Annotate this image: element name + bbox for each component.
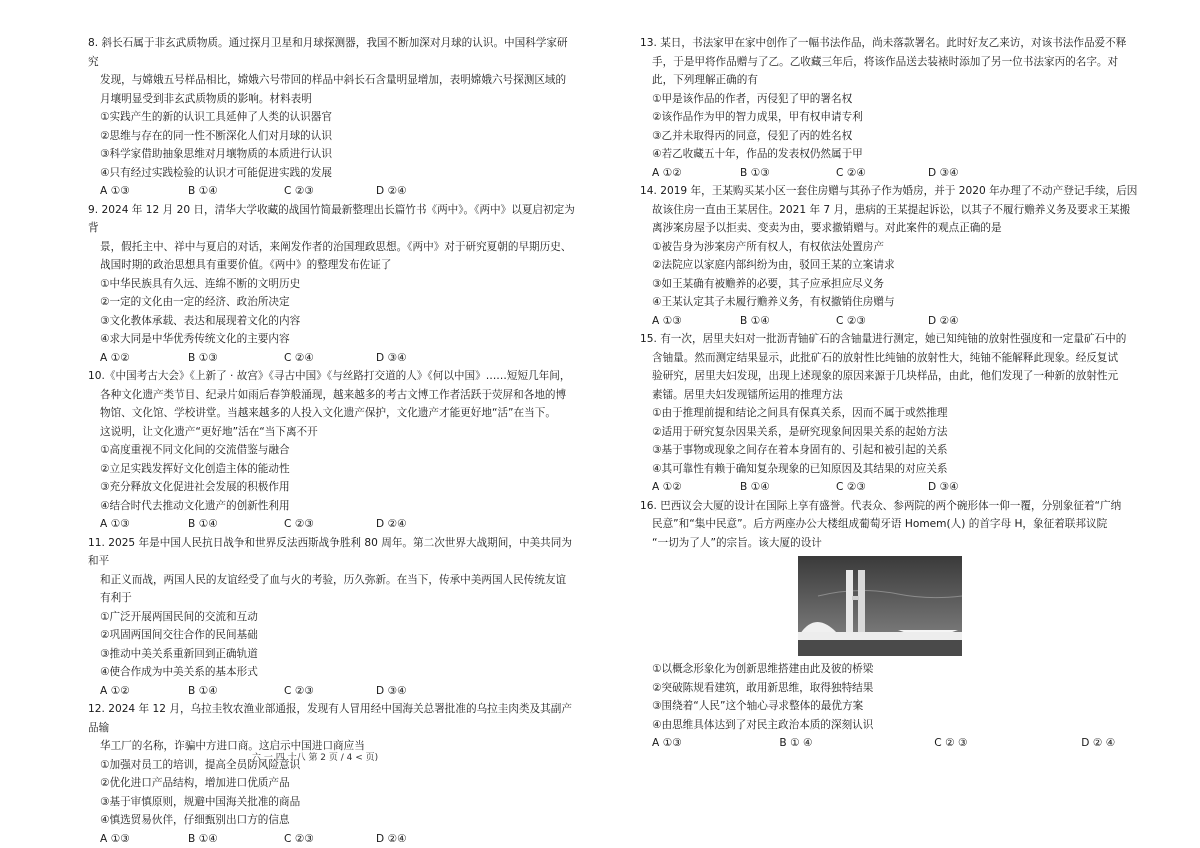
stem-line: 8. 斜长石属于非玄武质物质。通过探月卫星和月球探测器，我国不断加深对月球的认识。中国科学家研究 xyxy=(88,37,568,68)
stem-line: 这说明，让文化遗产“更好地”活在“当下离不开 xyxy=(100,425,318,438)
option-1: ①广泛开展两国民间的交流和互动 xyxy=(100,610,258,623)
answer-c: C ②③ xyxy=(836,314,866,327)
stem-line: 此，下列理解正确的有 xyxy=(652,74,758,86)
option-1: ①被告身为涉案房产所有权人，有权依法处置房产 xyxy=(652,240,884,253)
answer-c: C ②③ xyxy=(836,481,866,493)
option-2: ②思维与存在的同一性不断深化人们对月球的认识 xyxy=(100,129,332,142)
question-11 xyxy=(88,534,576,701)
option-2: ②一定的文化由一定的经济、政治所决定 xyxy=(100,296,290,308)
stem-line: 战国时期的政治思想具有重要价值。《两中》的整理发布佐证了 xyxy=(100,259,392,271)
option-3: ③围绕着“人民”这个轴心寻求整体的最优方案 xyxy=(652,700,864,712)
answer-d: D ②④ xyxy=(376,518,407,530)
option-3: ③文化教体承载、表达和展现着文化的内容 xyxy=(100,314,301,327)
stem-line: 手，于是甲将作品赠与了乙。乙收藏三年后，将该作品送去装裱时添加了另一位书法家丙的名字。对 xyxy=(652,55,1119,68)
answer-d: D ②④ xyxy=(376,185,407,197)
option-2: ②适用于研究复杂因果关系，是研究现象间因果关系的起始方法 xyxy=(652,425,948,438)
question-stem xyxy=(640,34,1140,90)
left-column xyxy=(88,34,576,848)
stem-line: 华工厂的名称，诈骗中方进口商。这启示中国进口商应当 xyxy=(100,740,365,752)
stem-line: 13. 某日，书法家甲在家中创作了一幅书法作品，尚未落款署名。此时好友乙来访，对该书法作品爱不释 xyxy=(640,37,1127,49)
stem-line: 12. 2024 年 12 月，乌拉圭牧农渔业部通报，发现有人冒用经中国海关总署批准的乌拉圭肉类及其副产品输 xyxy=(88,703,572,734)
question-stem xyxy=(88,700,576,756)
answer-a: A ①② xyxy=(100,684,130,697)
option-4: ④由思维具体达到了对民主政治本质的深刻认识 xyxy=(652,718,874,731)
stem-line: 景，假托主中、祥中与夏启的对话，来阐发作者的治国理政思想。《两中》对于研究夏朝的早期历史、 xyxy=(100,240,572,253)
answer-choices xyxy=(88,349,576,368)
answer-choices xyxy=(640,164,1140,183)
answer-b: B ①④ xyxy=(740,481,770,493)
answer-choices xyxy=(640,734,1140,753)
stem-line: 故该住房一直由王某居住。2021 年 7 月，患病的王某提起诉讼，以其子不履行赡养义务及要求王某搬 xyxy=(652,203,1131,216)
stem-line: 15. 有一次，居里夫妇对一批沥青铀矿石的含铀量进行测定，她已知纯铀的放射性强度和一定量矿石中的 xyxy=(640,333,1127,345)
option-2: ②巩固两国间交往合作的民间基础 xyxy=(100,629,258,641)
option-4: ④慎选贸易伙伴，仔细甄别出口方的信息 xyxy=(100,814,290,826)
option-2: ②法院应以家庭内部纠纷为由，驳回王某的立案请求 xyxy=(652,259,895,271)
answer-d: D ③④ xyxy=(928,481,959,493)
answer-a: A ①② xyxy=(652,481,682,493)
option-4: ④若乙收藏五十年，作品的发表权仍然属于甲 xyxy=(652,148,863,160)
answer-b: B ①③ xyxy=(188,351,218,364)
option-1: ①实践产生的新的认识工具延伸了人类的认识器官 xyxy=(100,111,332,123)
question-9 xyxy=(88,201,576,368)
answer-c: C ②③ xyxy=(284,518,314,530)
stem-line: 11. 2025 年是中国人民抗日战争和世界反法西斯战争胜利 80 周年。第二次世界大战期间，中美共同为和平 xyxy=(88,536,572,567)
option-1: ①高度重视不同文化间的交流借鉴与融合 xyxy=(100,444,290,456)
option-2: ②优化进口产品结构，增加进口优质产品 xyxy=(100,777,290,789)
answer-choices xyxy=(640,478,1140,497)
answer-d: D ②④ xyxy=(928,314,959,327)
answer-a: A ①③ xyxy=(652,737,682,749)
option-2: ②突破陈规看建筑，敢用新思维，取得独特结果 xyxy=(652,681,874,694)
option-1: ①甲是该作品的作者，丙侵犯了甲的署名权 xyxy=(652,92,853,105)
answer-c: C ②③ xyxy=(284,185,314,197)
stem-line: 有利于 xyxy=(100,592,132,604)
option-4: ④求大同是中华优秀传统文化的主要内容 xyxy=(100,333,290,345)
answer-b: B ①③ xyxy=(740,166,770,179)
option-1: ①加强对员工的培训，提高全员防风险意识 xyxy=(100,758,301,771)
stem-line: 各种文化遗产类节目、纪录片如雨后春笋般涌现，越来越多的考古文博工作者活跃于荧屏和各地的博 xyxy=(100,388,567,401)
question-stem xyxy=(88,367,576,441)
answer-d: D ②④ xyxy=(376,832,407,845)
stem-line: 含铀量。然而测定结果显示，此批矿石的放射性比纯铀的放射性大，纯铀不能解释此现象。经反复试 xyxy=(652,351,1119,364)
stem-line: 10.《中国考古大会》《上新了 · 故宫》《寻古中国》《与丝路打交道的人》《何以中国》……短短几年间， xyxy=(88,370,571,382)
option-3: ③推动中美关系重新回到正确轨道 xyxy=(100,647,258,660)
answer-d: D ③④ xyxy=(928,166,959,179)
question-8 xyxy=(88,34,576,201)
answer-choices xyxy=(640,312,1140,331)
question-stem xyxy=(88,534,576,608)
question-14 xyxy=(640,182,1140,330)
stem-line: 月壤明显受到非玄武质物质的影响。材料表明 xyxy=(100,92,312,105)
stem-line: 发现，与嫦娥五号样品相比，嫦娥六号带回的样品中斜长石含量明显增加，表明嫦娥六号探测区域的 xyxy=(100,74,567,86)
answer-choices xyxy=(88,682,576,701)
answer-a: A ①② xyxy=(100,351,130,364)
question-15 xyxy=(640,330,1140,497)
question-stem xyxy=(640,182,1140,238)
right-column xyxy=(640,34,1140,753)
answer-c: C ②③ xyxy=(284,684,314,697)
answer-c: C ②④ xyxy=(284,351,314,364)
page-footer: 六 一 四 十八 第 2 页 / 4 < 页) xyxy=(252,753,379,763)
answer-choices xyxy=(88,830,576,848)
answer-a: A ①② xyxy=(652,166,682,179)
stem-line: 14. 2019 年，王某购买某小区一套住房赠与其孙子作为婚房，并于 2020 年办理了不动产登记手续，后因 xyxy=(640,185,1138,197)
question-13 xyxy=(640,34,1140,182)
question-12 xyxy=(88,700,576,848)
answer-b: B ①④ xyxy=(740,314,770,327)
option-4: ④结合时代去推动文化遗产的创新性利用 xyxy=(100,499,290,512)
option-3: ③充分释放文化促进社会发展的积极作用 xyxy=(100,481,290,493)
option-1: ①以概念形象化为创新思维搭建由此及彼的桥梁 xyxy=(652,663,874,675)
option-1: ①由于推理前提和结论之间具有保真关系，因而不属于或然推理 xyxy=(652,407,948,419)
stem-line: 民意”和“集中民意”。后方两座办公大楼组成葡萄牙语 Homem(人) 的首字母 H，象征着联邦议院 xyxy=(652,518,1108,530)
answer-d: D ③④ xyxy=(376,351,407,364)
option-4: ④使合作成为中美关系的基本形式 xyxy=(100,666,258,678)
question-stem xyxy=(640,330,1140,404)
answer-c: C ② ③ xyxy=(934,737,968,749)
answer-choices xyxy=(88,182,576,201)
option-1: ①中华民族具有久远、连绵不断的文明历史 xyxy=(100,277,301,290)
answer-a: A ①③ xyxy=(100,832,130,845)
option-3: ③基于事物或现象之间存在着本身固有的、引起和被引起的关系 xyxy=(652,444,948,456)
stem-line: 和正义而战，两国人民的友谊经受了血与火的考验，历久弥新。在当下，传承中美两国人民传统友谊 xyxy=(100,573,567,586)
stem-line: “一切为了人”的宗旨。该大厦的设计 xyxy=(652,536,822,549)
question-stem xyxy=(88,34,576,108)
option-4: ④只有经过实践检验的认识才可能促进实践的发展 xyxy=(100,166,332,179)
question-16 xyxy=(640,497,1140,753)
brazil-national-congress-photo xyxy=(798,556,962,656)
stem-line: 素镭。居里夫妇发现镭所运用的推理方法 xyxy=(652,388,843,401)
answer-d: D ② ④ xyxy=(1081,737,1116,749)
answer-c: C ②④ xyxy=(836,166,866,179)
stem-line: 验研究，居里夫妇发现，出现上述现象的原因来源于几块样品，由此，他们发现了一种新的放射性元 xyxy=(652,370,1119,382)
stem-line: 离涉案房屋予以拒卖、变卖为由，要求撤销赠与。对此案件的观点正确的是 xyxy=(652,222,1002,234)
question-stem xyxy=(640,497,1140,553)
option-3: ③科学家借助抽象思维对月壤物质的本质进行认识 xyxy=(100,148,332,160)
answer-b: B ①④ xyxy=(188,832,218,845)
stem-line: 16. 巴西议会大厦的设计在国际上享有盛誉。代表众、参两院的两个碗形体一仰一覆，分别象征着“广纳 xyxy=(640,499,1122,512)
question-10 xyxy=(88,367,576,534)
answer-a: A ①③ xyxy=(652,314,682,327)
stem-line: 9. 2024 年 12 月 20 日，清华大学收藏的战国竹简最新整理出长篇竹书《两中》。《两中》以夏启初定为背 xyxy=(88,203,575,234)
answer-a: A ①③ xyxy=(100,185,130,197)
answer-d: D ③④ xyxy=(376,684,407,697)
option-4: ④王某认定其子未履行赡养义务，有权撤销住房赠与 xyxy=(652,296,895,308)
option-3: ③基于审慎原则，规避中国海关批准的商品 xyxy=(100,795,301,808)
answer-b: B ①④ xyxy=(188,185,218,197)
option-2: ②立足实践发挥好文化创造主体的能动性 xyxy=(100,462,290,475)
answer-choices xyxy=(88,515,576,534)
answer-b: B ①④ xyxy=(188,684,218,697)
answer-c: C ②③ xyxy=(284,832,314,845)
option-4: ④其可靠性有赖于确知复杂现象的已知原因及其结果的对应关系 xyxy=(652,462,948,475)
answer-b: B ①④ xyxy=(188,518,218,530)
option-3: ③乙并未取得丙的同意，侵犯了丙的姓名权 xyxy=(652,129,853,142)
answer-b: B ① ④ xyxy=(779,737,813,749)
option-2: ②该作品作为甲的智力成果，甲有权申请专利 xyxy=(652,111,863,123)
question-stem xyxy=(88,201,576,275)
stem-line: 物馆、文化馆、学校讲堂。当越来越多的人投入文化遗产保护，文化遗产才能更好地“活”在当下。 xyxy=(100,407,556,419)
answer-a: A ①③ xyxy=(100,518,130,530)
option-3: ③如王某确有被赡养的必要，其子应承担应尽义务 xyxy=(652,277,884,290)
